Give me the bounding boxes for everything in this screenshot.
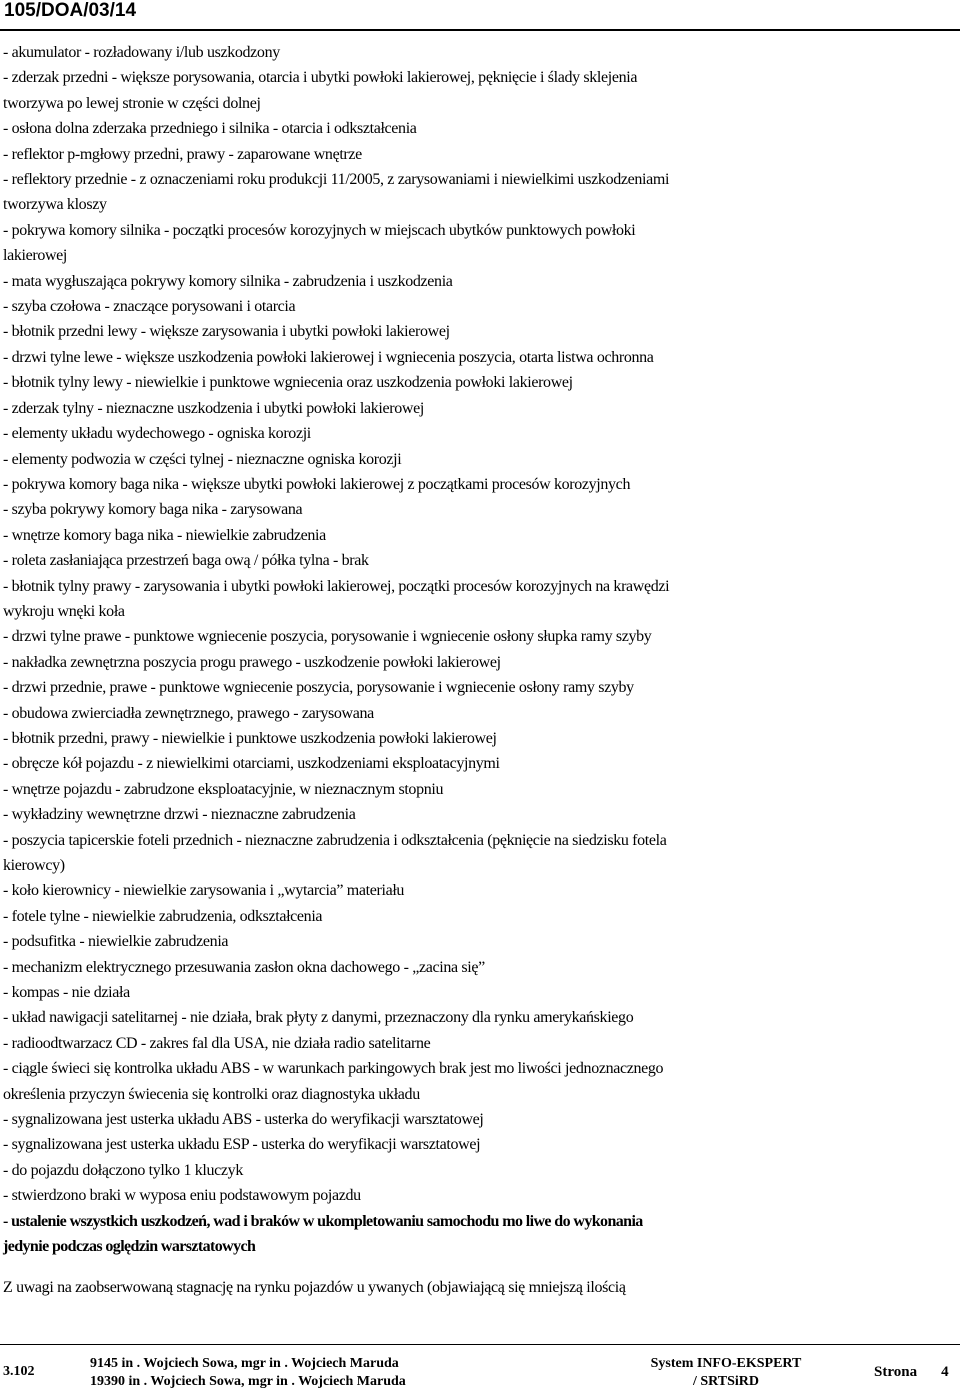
list-line: - fotele tylne - niewielkie zabrudzenia, odkształcenia	[3, 907, 323, 925]
damage-list	[3, 40, 953, 1260]
page-label: Strona	[874, 1364, 918, 1380]
list-line: - do pojazdu dołączono tylko 1 kluczyk	[3, 1161, 243, 1179]
list-line: - drzwi przednie, prawe - punktowe wgniecenie poszycia, porysowanie i wgniecenie osłony ramy szyby	[3, 679, 634, 697]
footer-rule	[0, 1344, 960, 1345]
system-subname: / SRTSiRD	[692, 1374, 760, 1389]
list-line: kierowcy)	[3, 857, 65, 874]
list-line: - elementy układu wydechowego - ogniska korozji	[3, 425, 311, 443]
author-line: 19390 in . Wojciech Sowa, mgr in . Wojciech Maruda	[90, 1374, 406, 1389]
list-line: - błotnik tylny prawy - zarysowania i ubytki powłoki lakierowej, początki procesów korozyjnych na krawędzi	[3, 577, 670, 595]
list-line: - pokrywa komory baga nika - większe ubytki powłoki lakierowej z początkami procesów korozyjnych	[3, 475, 631, 493]
page-number: 4	[941, 1364, 949, 1380]
list-line: - roleta zasłaniająca przestrzeń baga ową / półka tylna - brak	[3, 552, 369, 570]
list-line: - szyba pokrywy komory baga nika - zarysowana	[3, 501, 303, 519]
list-line: - reflektor p-mgłowy przedni, prawy - zaparowane wnętrze	[3, 145, 362, 163]
list-line: - koło kierownicy - niewielkie zarysowania i „wytarcia” materiału	[3, 882, 405, 900]
list-line: - wnętrze komory baga nika - niewielkie zabrudzenia	[3, 526, 326, 544]
list-line: lakierowej	[3, 247, 68, 265]
list-line: - układ nawigacji satelitarnej - nie działa, brak płyty z danymi, przeznaczony dla rynku amerykańskiego	[3, 1009, 634, 1027]
list-line: - akumulator - rozładowany i/lub uszkodzony	[3, 44, 280, 61]
header-rule	[0, 29, 960, 31]
page-reference: 3.102	[3, 1364, 35, 1379]
list-line: - reflektory przednie - z oznaczeniami roku produkcji 11/2005, z zarysowaniami i niewielkimi uszkodzeniami	[3, 171, 670, 189]
page-number-block	[874, 1364, 949, 1381]
list-line: - sygnalizowana jest usterka układu ESP - usterka do weryfikacji warsztatowej	[3, 1136, 481, 1154]
list-line: - poszycia tapicerskie foteli przednich - nieznaczne zabrudzenia i odkształcenia (pęknięcie na siedzisku fotela	[3, 831, 667, 849]
list-line: - błotnik przedni lewy - większe zarysowania i ubytki powłoki lakierowej	[3, 323, 450, 341]
market-paragraph: Z uwagi na zaobserwowaną stagnację na rynku pojazdów u ywanych (objawiającą się mniejszą ilością	[3, 1279, 626, 1296]
footer-system	[641, 1355, 811, 1391]
list-line: - wykładziny wewnętrzne drzwi - nieznaczne zabrudzenia	[3, 806, 356, 824]
document-code: 105/DOA/03/14	[4, 0, 137, 21]
list-line: - sygnalizowana jest usterka układu ABS - usterka do weryfikacji warsztatowej	[3, 1111, 484, 1129]
footer-authors	[90, 1355, 406, 1391]
list-line: - podsufitka - niewielkie zabrudzenia	[3, 933, 229, 951]
list-line: - nakładka zewnętrzna poszycia progu prawego - uszkodzenie powłoki lakierowej	[3, 653, 501, 671]
list-line: - ciągle świeci się kontrolka układu ABS - w warunkach parkingowych brak jest mo liwości jednoznacznego	[3, 1060, 664, 1078]
list-line: - obudowa zwierciadła zewnętrznego, prawego - zarysowana	[3, 704, 374, 722]
summary-line: jedynie podczas oględzin warsztatowych	[3, 1238, 256, 1256]
list-line: - kompas - nie działa	[3, 984, 130, 1002]
list-line: - szyba czołowa - znaczące porysowani i otarcia	[3, 298, 296, 316]
list-line: - elementy podwozia w części tylnej - nieznaczne ogniska korozji	[3, 450, 402, 468]
list-line: - mata wygłuszająca pokrywy komory silnika - zabrudzenia i uszkodzenia	[3, 272, 453, 290]
list-line: - wnętrze pojazdu - zabrudzone eksploatacyjnie, w nieznacznym stopniu	[3, 780, 444, 798]
list-line: - błotnik tylny lewy - niewielkie i punktowe wgniecenia oraz uszkodzenia powłoki lakierowej	[3, 374, 573, 392]
list-line: - obręcze kół pojazdu - z niewielkimi otarciami, uszkodzeniami eksploatacyjnymi	[3, 755, 500, 773]
list-line: - zderzak przedni - większe porysowania, otarcia i ubytki powłoki lakierowej, pęknięcie i ślady sklejenia	[3, 69, 638, 87]
list-line: - pokrywa komory silnika - początki procesów korozyjnych w miejscach ubytków punktowych powłoki	[3, 221, 636, 239]
list-line: - błotnik przedni, prawy - niewielkie i punktowe uszkodzenia powłoki lakierowej	[3, 729, 497, 747]
list-line: - stwierdzono braki w wyposa eniu podstawowym pojazdu	[3, 1187, 361, 1205]
list-line: - radioodtwarzacz CD - zakres fal dla USA, nie działa radio satelitarne	[3, 1034, 431, 1052]
list-line: - osłona dolna zderzaka przedniego i silnika - otarcia i odkształcenia	[3, 120, 417, 138]
list-line: tworzywa po lewej stronie w części dolnej	[3, 94, 261, 112]
system-name: System INFO-EKSPERT	[650, 1356, 802, 1371]
list-line: tworzywa kloszy	[3, 196, 107, 214]
list-line: wykroju wnęki koła	[3, 602, 125, 620]
list-line: określenia przyczyn świecenia się kontrolki oraz diagnostyka układu	[3, 1085, 420, 1103]
summary-line: - ustalenie wszystkich uszkodzeń, wad i braków w ukompletowaniu samochodu mo liwe do wykonania	[3, 1212, 643, 1230]
list-line: - zderzak tylny - nieznaczne uszkodzenia i ubytki powłoki lakierowej	[3, 399, 424, 417]
author-line: 9145 in . Wojciech Sowa, mgr in . Wojciech Maruda	[90, 1356, 399, 1371]
list-line: - drzwi tylne prawe - punktowe wgniecenie poszycia, porysowanie i wgniecenie osłony słupka ramy szyby	[3, 628, 652, 646]
list-line: - drzwi tylne lewe - większe uszkodzenia powłoki lakierowej i wgniecenia poszycia, otarta listwa ochronna	[3, 348, 654, 366]
list-line: - mechanizm elektrycznego przesuwania zasłon okna dachowego - „zacina się”	[3, 958, 485, 976]
